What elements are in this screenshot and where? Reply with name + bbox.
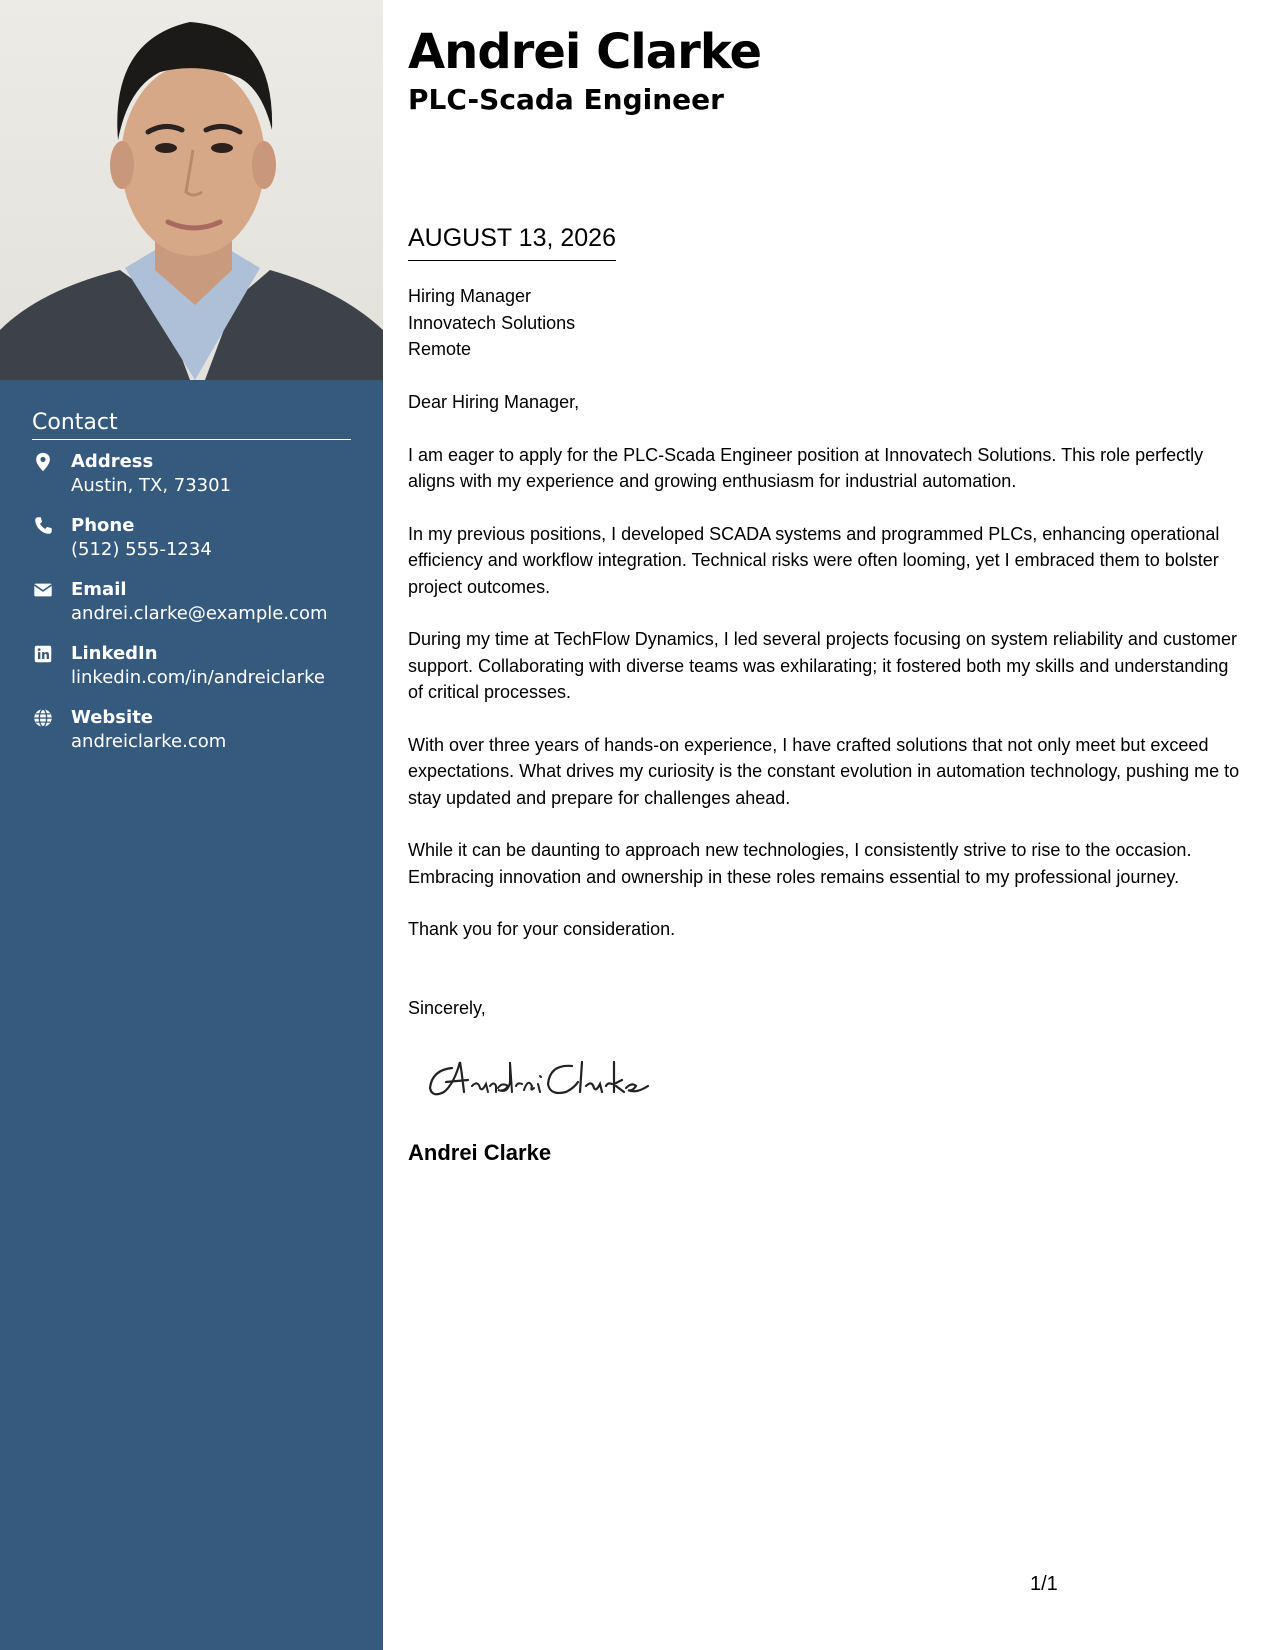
website-value[interactable]: andreiclarke.com xyxy=(71,731,227,752)
body-paragraph: Thank you for your consideration. xyxy=(408,919,676,939)
page-number: 1/1 xyxy=(1030,1573,1058,1595)
signer-name: Andrei Clarke xyxy=(408,1140,552,1165)
salutation: Dear Hiring Manager, xyxy=(408,392,580,412)
recipient-line: Remote xyxy=(408,339,472,359)
website-label: Website xyxy=(71,707,154,728)
signature-image xyxy=(422,1048,662,1108)
contact-heading: Contact xyxy=(32,410,351,440)
email-value: andrei.clarke@example.com xyxy=(71,603,328,624)
profile-photo xyxy=(0,0,383,380)
recipient-line: Hiring Manager xyxy=(408,286,532,306)
body-paragraph: While it can be daunting to approach new technologies, I consistently strive to rise to the occasion. Embracing innovation and ownership in these roles remains essential to my professional journey. xyxy=(408,840,1192,887)
contact-email xyxy=(32,578,351,626)
contact-section xyxy=(32,410,351,770)
contact-website xyxy=(32,706,351,754)
recipient-block xyxy=(408,283,575,363)
phone-value: (512) 555-1234 xyxy=(71,539,212,560)
closing: Sincerely, xyxy=(408,998,486,1018)
letter-body xyxy=(408,389,1248,969)
recipient-line: Innovatech Solutions xyxy=(408,312,576,333)
envelope-icon xyxy=(32,579,54,601)
phone-icon xyxy=(32,515,54,537)
body-paragraph: In my previous positions, I developed SCADA systems and programmed PLCs, enhancing operational efficiency and workflow integration. Technical risks were often looming, yet I embraced them to bolster project outcomes. xyxy=(408,523,1220,597)
letter-date: AUGUST 13, 2026 xyxy=(408,222,616,261)
applicant-name: Andrei Clarke xyxy=(408,24,761,80)
globe-icon xyxy=(32,707,54,729)
contact-linkedin xyxy=(32,642,351,690)
sidebar xyxy=(0,0,383,1650)
body-paragraph: During my time at TechFlow Dynamics, I led several projects focusing on system reliability and customer support. Collaborating with diverse teams was exhilarating; it fostered both my skills and understanding of critical processes. xyxy=(408,629,1237,702)
address-value: Austin, TX, 73301 xyxy=(71,475,232,496)
body-paragraph: I am eager to apply for the PLC-Scada Engineer position at Innovatech Solutions. This role perfectly aligns with my experience and growing enthusiasm for industrial automation. xyxy=(408,444,1204,491)
email-label: Email xyxy=(71,579,127,600)
contact-address xyxy=(32,450,351,498)
map-pin-icon xyxy=(32,451,54,473)
linkedin-value[interactable]: linkedin.com/in/andreiclarke xyxy=(71,667,325,688)
linkedin-label: LinkedIn xyxy=(71,643,158,664)
contact-phone xyxy=(32,514,351,562)
linkedin-icon xyxy=(32,643,54,665)
phone-label: Phone xyxy=(71,515,135,536)
address-label: Address xyxy=(71,451,154,472)
job-title: PLC-Scada Engineer xyxy=(408,83,724,116)
body-paragraph: With over three years of hands-on experience, I have crafted solutions that not only meet but exceed expectations. What drives my curiosity is the constant evolution in automation technology, pushing me to stay updated and prepare for challenges ahead. xyxy=(408,734,1240,808)
